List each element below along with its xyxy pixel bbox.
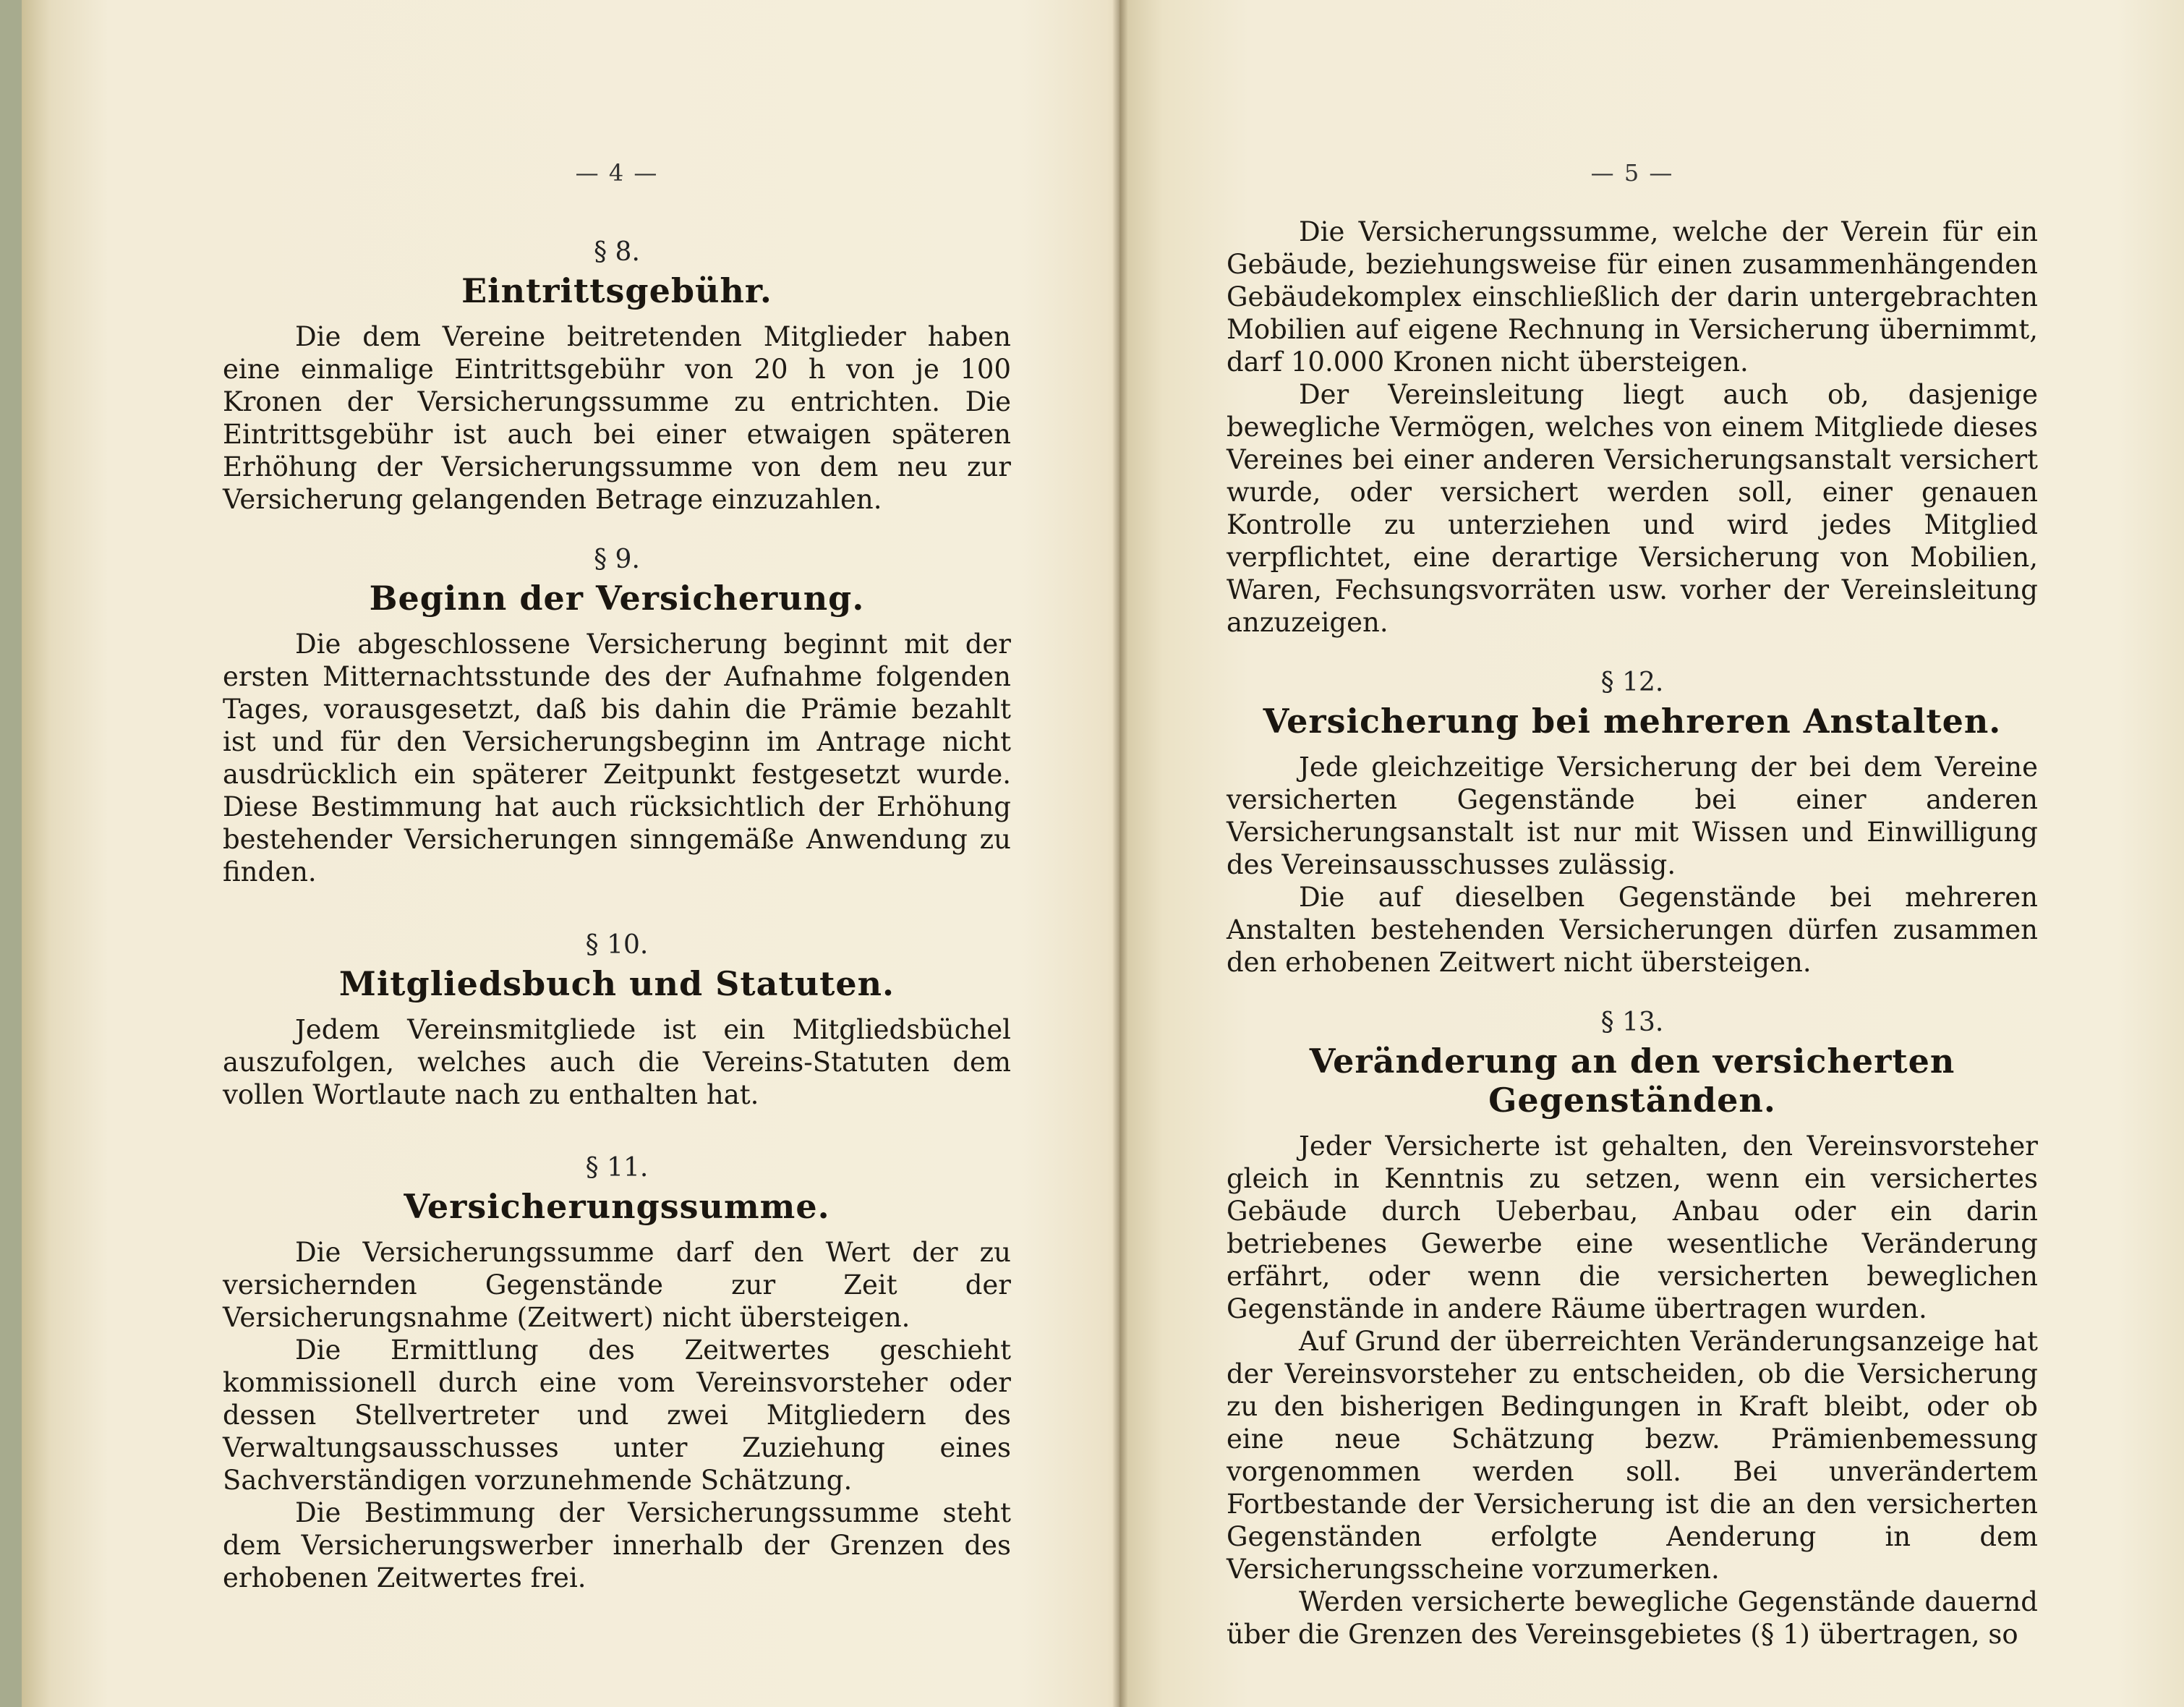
left-page-text-column bbox=[223, 159, 1011, 1594]
section-title: Beginn der Versicherung. bbox=[369, 579, 865, 618]
paragraph: Werden versicherte bewegliche Gegenstände dauernd über die Grenzen des Vereinsgebietes (§ 1) übertragen, so bbox=[1227, 1586, 2038, 1650]
paragraph: Jedem Vereinsmitgliede ist ein Mitgliedsbüchel auszufolgen, welches auch die Vereins-Statuten dem vollen Wortlaute nach zu enthalten hat. bbox=[223, 1014, 1011, 1110]
section-10 bbox=[223, 930, 1011, 1111]
section-title: Mitgliedsbuch und Statuten. bbox=[338, 964, 895, 1003]
paragraph: Auf Grund der überreichten Veränderungsanzeige hat der Vereinsvorsteher zu entscheiden, ob die Versicherung zu den bisherigen Bedingungen in Kraft bleibt, oder ob eine neue Schätzung bezw. Prämienbemessung vorgenommen werden soll. Bei unverändertem Fortbestande der Versicherung ist die an den versicherten Gegenständen erfolgte Aenderung in dem Versicherungsscheine vorzumerken. bbox=[1227, 1326, 2038, 1585]
section-11 bbox=[223, 1153, 1011, 1594]
paragraph: Jede gleichzeitige Versicherung der bei dem Vereine versicherten Gegenstände bei einer anderen Versicherungsanstalt ist nur mit Wissen und Einwilligung des Vereinsausschusses zulässig. bbox=[1227, 752, 2038, 880]
section-number: § 11. bbox=[585, 1153, 649, 1183]
paragraph: Die abgeschlossene Versicherung beginnt mit der ersten Mitternachtsstunde des der Aufnahme folgenden Tages, vorausgesetzt, daß bis dahin die Prämie bezahlt ist und für den Versicherungsbeginn im Antrage nicht ausdrücklich ein späterer Zeitpunkt festgesetzt wurde. Diese Bestimmung hat auch rücksichtlich der Erhöhung bestehender Versicherungen sinngemäße Anwendung zu finden. bbox=[223, 629, 1011, 887]
paragraph: Der Vereinsleitung liegt auch ob, dasjenige bewegliche Vermögen, welches von einem Mitgliede dieses Vereines bei einer anderen Versicherungsanstalt versichert wurde, oder versichert werden soll, einer genauen Kontrolle zu unterziehen und wird jedes Mitglied verpflichtet, eine derartige Versicherung von Mobilien, Waren, Fechsungsvorräten usw. vorher der Vereinsleitung anzuzeigen. bbox=[1227, 379, 2038, 638]
page-number: — 4 — bbox=[575, 159, 659, 187]
section-number: § 13. bbox=[1600, 1008, 1664, 1037]
section-title: Eintrittsgebühr. bbox=[461, 271, 772, 310]
section-11-continued bbox=[1227, 216, 2038, 639]
right-page bbox=[1119, 0, 2184, 1707]
paragraph: Jeder Versicherte ist gehalten, den Vereinsvorsteher gleich in Kenntnis zu setzen, wenn ein versichertes Gebäude durch Ueberbau, Anbau oder ein darin betriebenes Gewerbe eine wesentliche Veränderung erfährt, oder wenn die versicherten beweglichen Gegenstände in andere Räume übertragen wurden. bbox=[1227, 1131, 2038, 1324]
section-title: Versicherungssumme. bbox=[404, 1187, 830, 1226]
section-9 bbox=[223, 545, 1011, 888]
section-8 bbox=[223, 237, 1011, 516]
paragraph: Die Bestimmung der Versicherungssumme steht dem Versicherungswerber innerhalb der Grenzen des erhobenen Zeitwertes frei. bbox=[223, 1497, 1011, 1593]
paragraph: Die Ermittlung des Zeitwertes geschieht kommissionell durch eine vom Vereinsvorsteher oder dessen Stellvertreter und zwei Mitgliedern des Verwaltungsausschusses unter Zuziehung eines Sachverständigen vorzunehmende Schätzung. bbox=[223, 1334, 1011, 1496]
paragraph: Die Versicherungssumme, welche der Verein für ein Gebäude, beziehungsweise für einen zusammenhängenden Gebäudekomplex einschließlich der darin untergebrachten Mobilien auf eigene Rechnung in Versicherung übernimmt, darf 10.000 Kronen nicht übersteigen. bbox=[1227, 216, 2038, 378]
section-13 bbox=[1227, 1008, 2038, 1651]
section-title: Versicherung bei mehreren Anstalten. bbox=[1263, 702, 2002, 741]
section-12 bbox=[1227, 668, 2038, 979]
book-gutter bbox=[1112, 0, 1128, 1707]
right-page-text-column bbox=[1227, 159, 2038, 1651]
section-number: § 8. bbox=[594, 237, 640, 267]
section-number: § 12. bbox=[1600, 668, 1664, 697]
section-title: Veränderung an den versicherten Gegenständen. bbox=[1309, 1042, 1955, 1120]
section-number: § 10. bbox=[585, 930, 649, 960]
section-number: § 9. bbox=[594, 545, 640, 574]
page-number: — 5 — bbox=[1590, 159, 1674, 187]
paragraph: Die auf dieselben Gegenstände bei mehreren Anstalten bestehenden Versicherungen dürfen zusammen den erhobenen Zeitwert nicht übersteigen. bbox=[1227, 882, 2038, 978]
paragraph: Die dem Vereine beitretenden Mitglieder haben eine einmalige Eintrittsgebühr von 20 h von je 100 Kronen der Versicherungssumme zu entrichten. Die Eintrittsgebühr ist auch bei einer etwaigen späteren Erhöhung der Versicherungssumme von dem neu zur Versicherung gelangenden Betrage einzuzahlen. bbox=[223, 321, 1011, 515]
paragraph: Die Versicherungssumme darf den Wert der zu versichernden Gegenstände zur Zeit der Versicherungsnahme (Zeitwert) nicht übersteigen. bbox=[223, 1237, 1011, 1333]
